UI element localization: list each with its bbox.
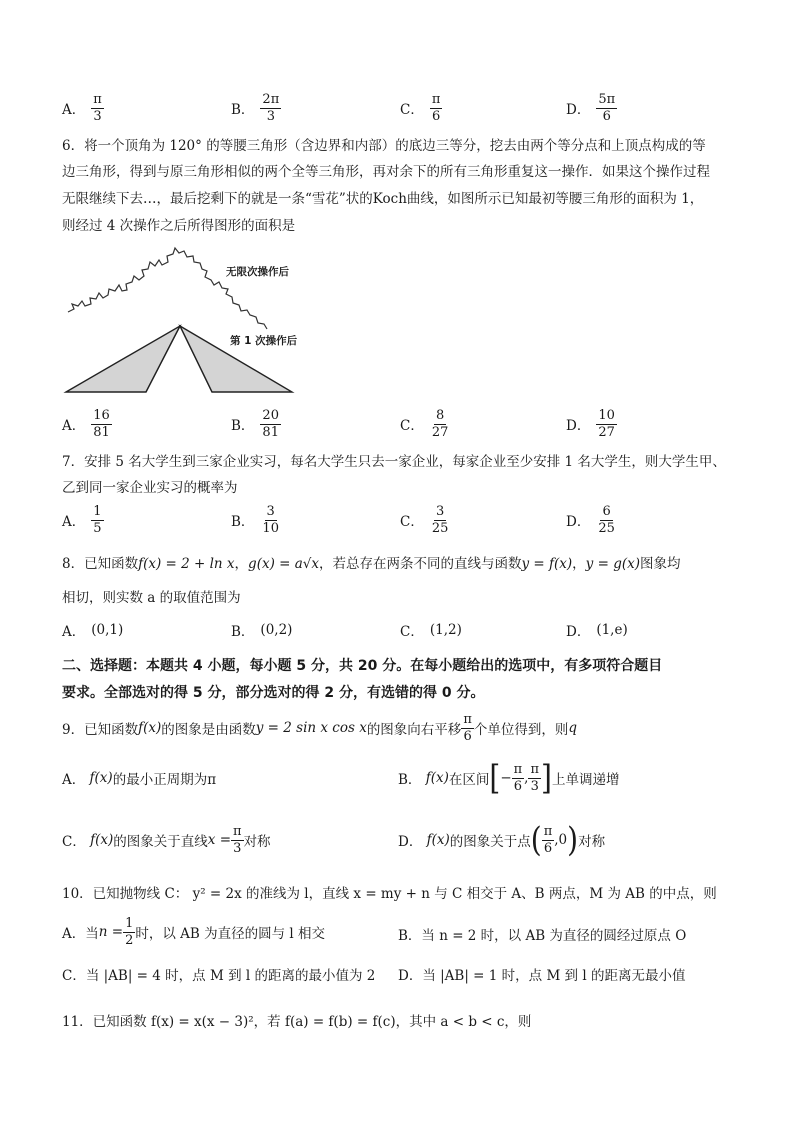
math-g: g(x) = a√x xyxy=(248,556,319,572)
q6-line-1: 6．将一个顶角为 120° 的等腰三角形（含边界和内部）的底边三等分，挖去由两个等分点和上顶点构成的等 xyxy=(62,138,706,154)
option-label: A． xyxy=(62,514,86,530)
fraction: $\frac{\pi}{3}$ xyxy=(530,761,540,794)
q9-option-b: B． f(x) 在区间 [ − $\frac{\pi}{6}$ , $\frac{\pi}{3}$ ] 上单调递增 xyxy=(398,757,620,798)
q8-line-2: 相切，则实数 a 的取值范围为 xyxy=(62,590,241,606)
fraction: $\frac{1}{2}$ xyxy=(125,915,134,948)
section2-heading-line1: 二、选择题：本题共 4 小题，每小题 5 分，共 20 分。在每小题给出的选项中，有多项符合题目 xyxy=(62,658,663,674)
q6-option-c xyxy=(400,404,450,444)
q6-option-b xyxy=(231,404,281,444)
q8-option-c: C． (1,2) xyxy=(400,622,462,640)
option-label: B． xyxy=(231,418,255,434)
q10-option-a: A．当 n = $\frac{1}{2}$ 时，以 AB 为直径的圆与 l 相交 xyxy=(62,915,325,948)
q11-stem: 11．已知函数 f(x) = x(x − 3)²，若 f(a) = f(b) = f(c)，其中 a < b < c，则 xyxy=(62,1014,532,1030)
q6-option-a xyxy=(62,404,112,444)
q9-option-a: A． f(x) 的最小正周期为π xyxy=(62,770,217,788)
option-label: C． xyxy=(400,102,424,118)
q8-option-a: A． (0,1) xyxy=(62,622,124,640)
koch-curve xyxy=(68,248,267,329)
fraction: $\frac{16}{81}$ xyxy=(93,407,110,440)
figure-label-top: 无限次操作后 xyxy=(226,266,289,278)
q8-line-1: 8．已知函数f(x) = 2 + ln x，g(x) = a√x，若总存在两条不同的直线与函数y = f(x)，y = g(x)图象均 xyxy=(62,556,681,572)
q6-option-d xyxy=(566,404,617,444)
fraction: $\frac{3}{25}$ xyxy=(431,503,449,536)
fraction: $\frac{1}{5}$ xyxy=(93,503,102,536)
q7-option-a xyxy=(62,500,104,540)
fraction: $\frac{10}{27}$ xyxy=(598,407,615,440)
q7-line-1: 7．安排 5 名大学生到三家企业实习，每名大学生只去一家企业，每家企业至少安排 1 名大学生，则大学生甲、 xyxy=(62,454,726,470)
fraction: $\frac{5\pi}{6}$ xyxy=(598,91,616,124)
fraction: $\frac{6}{25}$ xyxy=(598,503,615,536)
option-label: A． xyxy=(62,418,86,434)
q10-option-b: B．当 n = 2 时，以 AB 为直径的圆经过原点 O xyxy=(398,928,687,944)
q7-options xyxy=(62,500,762,540)
math-f: f(x) = 2 + ln x xyxy=(138,556,235,572)
option-label: C． xyxy=(400,514,424,530)
q7-line-2: 乙到同一家企业实习的概率为 xyxy=(62,480,238,496)
fraction: $\frac{\pi}{3}$ xyxy=(233,823,242,856)
q9-option-c: C． f(x) 的图象关于直线 x = $\frac{\pi}{3}$ 对称 xyxy=(62,823,271,856)
q10-stem: 10．已知抛物线 C： y² = 2x 的准线为 l，直线 x = my + n 与 C 相交于 A、B 两点，M 为 AB 的中点，则 xyxy=(62,886,717,902)
option-label: B． xyxy=(231,102,255,118)
q10-option-c: C．当 |AB| = 4 时，点 M 到 l 的距离的最小值为 2 xyxy=(62,968,376,984)
option-label: A． xyxy=(62,102,86,118)
q5-option-c xyxy=(400,88,442,128)
q8-option-d: D． (1,e) xyxy=(566,622,628,640)
q7-option-d xyxy=(566,500,617,540)
fraction: $\frac{8}{27}$ xyxy=(431,407,449,440)
option-label: C． xyxy=(400,418,424,434)
fraction: $\frac{\pi}{6}$ xyxy=(431,91,441,124)
q6-line-2: 边三角形，得到与原三角形相似的两个全等三角形，再对余下的所有三角形重复这一操作．如果这个操作过程 xyxy=(62,164,710,180)
q5-options xyxy=(62,88,762,128)
fraction: $\frac{20}{81}$ xyxy=(262,407,279,440)
q9-stem: 9．已知函数 f(x) 的图象是由函数 y = 2 sin x cos x 的图象向右平移 $\frac{\pi}{6}$ 个单位得到，则 q xyxy=(62,711,578,744)
q6-line-3: 无限继续下去…，最后挖剩下的就是一条“雪花”状的Koch曲线，如图所示已知最初等腰三角形的面积为 1， xyxy=(62,191,704,207)
option-label: D． xyxy=(566,514,591,530)
fraction: $\frac{\pi}{6}$ xyxy=(543,823,553,856)
fraction: $\frac{3}{10}$ xyxy=(262,503,279,536)
section2-heading-line2: 要求。全部选对的得 5 分，部分选对的得 2 分，有选错的得 0 分。 xyxy=(62,685,485,701)
option-label: B． xyxy=(231,514,255,530)
q8-option-b: B． (0,2) xyxy=(231,622,293,640)
fraction: $\frac{\pi}{3}$ xyxy=(93,91,102,124)
q6-line-4: 则经过 4 次操作之后所得图形的面积是 xyxy=(62,218,296,234)
fraction: $\frac{\pi}{6}$ xyxy=(513,761,523,794)
q7-option-c xyxy=(400,500,450,540)
figure-label-bottom: 第 1 次操作后 xyxy=(230,335,298,347)
q5-option-d xyxy=(566,88,617,128)
q5-option-a xyxy=(62,88,104,128)
q9-option-d: D． f(x) 的图象关于点 ( $\frac{\pi}{6}$ ,0 ) 对称 xyxy=(398,819,606,860)
option-label: D． xyxy=(566,102,591,118)
q10-option-d: D．当 |AB| = 1 时，点 M 到 l 的距离无最小值 xyxy=(398,968,686,984)
fraction: $\frac{2\pi}{3}$ xyxy=(262,91,280,124)
q7-option-b xyxy=(231,500,281,540)
q5-option-b xyxy=(231,88,281,128)
q8-options xyxy=(62,610,762,650)
q6-options xyxy=(62,404,762,444)
fraction: $\frac{\pi}{6}$ xyxy=(463,711,472,744)
option-label: D． xyxy=(566,418,591,434)
